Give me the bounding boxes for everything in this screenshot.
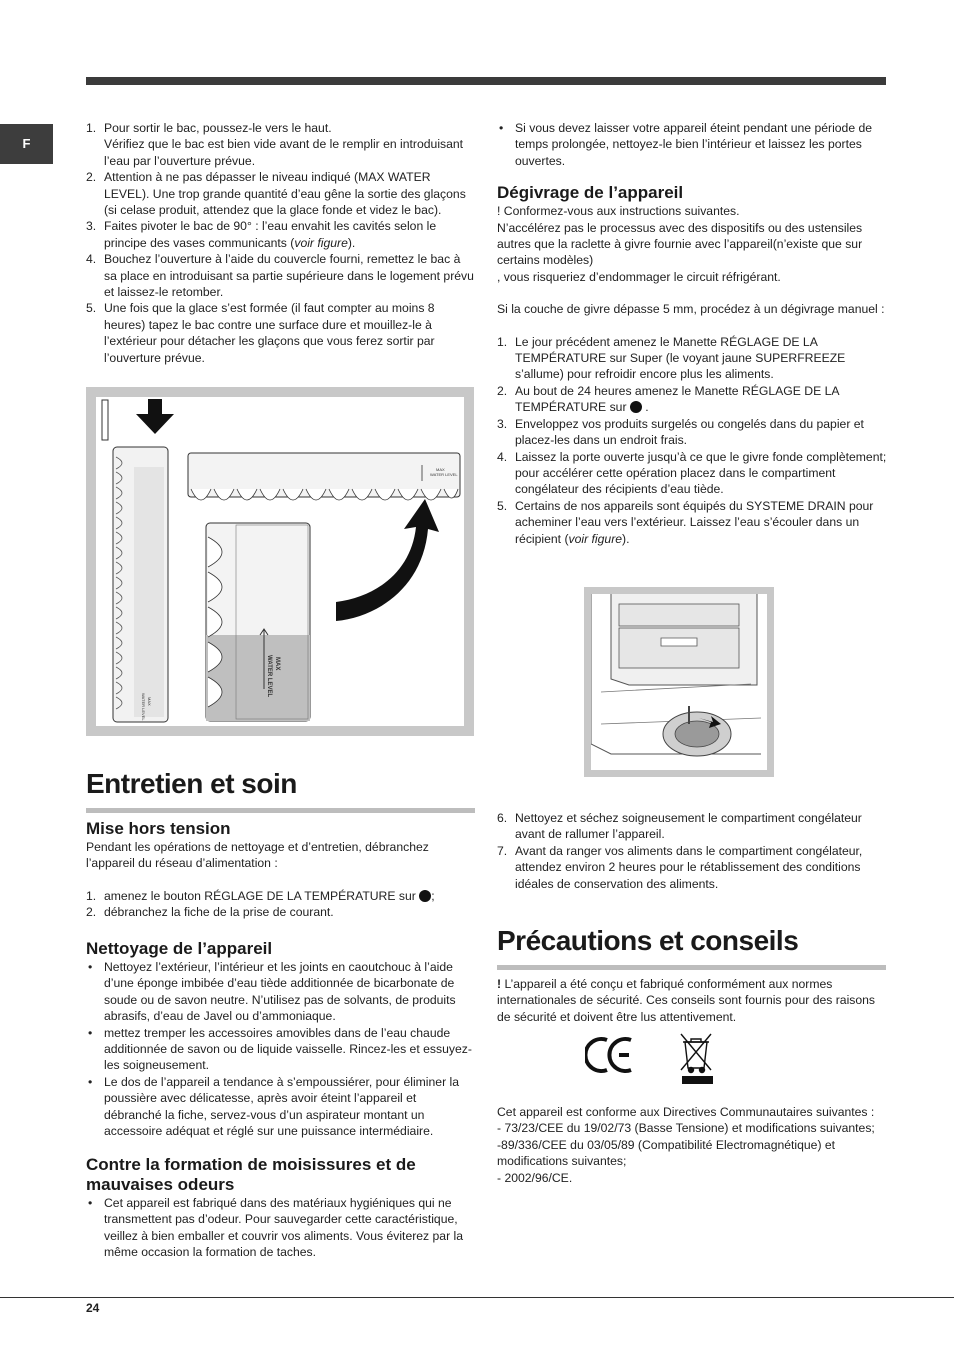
drain-figure (584, 587, 774, 777)
item-text: amenez le bouton RÉGLAGE DE LA TEMPÉRATURE sur (104, 888, 416, 903)
list-item (497, 810, 887, 843)
drain-illustration (591, 594, 767, 770)
list-item (86, 169, 474, 218)
item-text: Le jour précédent amenez le Manette RÉGLAGE DE LA TEMPÉRATURE sur Super (le voyant jaune SUPERFREEZE s’allume) pour refroidir encore plus les aliments. (515, 334, 846, 382)
item-number: 5. (497, 498, 508, 513)
paragraph: Cet appareil est conforme aux Directives Communautaires suivantes : - 73/23/CEE du 19/02/73 (Basse Tensione) et modifications suivantes; -89/336/CEE du 03/05/89 (Compatibilité Electromagnétique) et modifications suivantes; - 2002/96/CE. (497, 1105, 875, 1185)
list-item (497, 416, 887, 449)
max-label: MAX (147, 697, 152, 706)
ice-tray-illustration (96, 397, 464, 726)
list-item: • Nettoyez l’extérieur, l’intérieur et les joints en caoutchouc à l’aide d’une éponge imbibée d’eau tiède additionnée de bicarbonate de soude ou de savon neutre. N’utilisez pas de solvants, de produits abrasifs, d’eau de Javel ou d’ammoniaque. (86, 959, 474, 1025)
directives-section (497, 1104, 887, 1186)
long-off-list (497, 120, 887, 169)
defrost-steps-continued (497, 810, 887, 892)
list-item (86, 218, 474, 251)
dial-off-icon (419, 890, 431, 902)
paragraph: Si la couche de givre dépasse 5 mm, procédez à un dégivrage manuel : (497, 302, 885, 317)
max-label: MAX (436, 467, 445, 472)
item-number: 2. (86, 170, 97, 185)
section-title: Précautions et conseils (497, 925, 799, 956)
paragraph: ! Conformez-vous aux instructions suivantes. N’accélérez pas le processus avec des dispositifs ou des ustensiles autres que la raclette à givre fournie avec l’appareil(n’existe que sur certains modèles) , vous risqueriez d’endommager le circuit réfrigérant. (497, 204, 863, 284)
item-number: 6. (497, 811, 508, 825)
mould-list (86, 1195, 474, 1261)
item-number: 1. (86, 121, 97, 135)
list-item (497, 843, 887, 892)
defrost-steps (497, 334, 887, 547)
list-item (497, 383, 887, 416)
item-number: 1. (86, 888, 97, 903)
warning-mark: ! (497, 977, 502, 991)
item-text-italic: voir figure (294, 235, 348, 250)
subsection-title: Mise hors tension (86, 819, 231, 838)
ce-mark-icon (585, 1039, 631, 1071)
compliance-logos (585, 1032, 715, 1087)
item-number: 3. (86, 219, 97, 234)
power-off-section (86, 819, 474, 921)
rotate-arrow-icon (336, 499, 439, 621)
item-number: 2. (86, 905, 97, 920)
item-text-italic: voir figure (568, 531, 623, 546)
arrow-down-icon (136, 399, 174, 434)
precautions-body (497, 976, 887, 1025)
item-text: Certains de nos appareils sont équipés du SYSTEME DRAIN pour acheminer l’eau vers l’extérieur. Laissez l’eau s’écouler dans un récipient ( (515, 498, 874, 546)
item-number: 4. (497, 449, 508, 464)
list-item: • Si vous devez laisser votre appareil éteint pendant une période de temps prolongée, nettoyez-le bien l’intérieur et laissez les portes ouvertes. (497, 120, 887, 169)
left-column (86, 120, 474, 366)
dial-off-icon (630, 401, 642, 413)
item-number: 3. (497, 416, 508, 431)
subsection-title: Contre la formation de moisissures et de mauvaises odeurs (86, 1155, 416, 1194)
water-level-label: WATER LEVEL (141, 693, 146, 721)
list-item (497, 334, 887, 383)
item-number: 5. (86, 301, 97, 316)
max-label: MAX (274, 657, 280, 671)
cleaning-list (86, 959, 474, 1139)
precautions-section (497, 925, 886, 970)
right-column (497, 120, 887, 547)
title-underline (497, 965, 886, 970)
list-item (86, 251, 474, 300)
item-text: débranchez la fiche de la prise de courant. (104, 905, 334, 920)
item-text: Laissez la porte ouverte jusqu’à ce que le givre fonde complètement; pour accélérer cette opération placez dans le compartiment congélateur des récipients d’eau tiède. (515, 449, 887, 497)
item-number: 2. (497, 383, 508, 398)
language-tab-label: F (22, 135, 31, 151)
item-number: 4. (86, 252, 97, 267)
paragraph: Pendant les opérations de nettoyage et d’entretien, débranchez l’appareil du réseau d’alimentation : (86, 840, 429, 871)
section-title: Entretien et soin (86, 768, 297, 799)
list-item: • mettez tremper les accessoires amovibles dans de l’eau chaude additionnée de savon ou de liquide vaisselle. Rincez-les et essuyez-les soigneusement. (86, 1025, 474, 1074)
top-rule (86, 77, 886, 85)
water-level-label: WATER LEVEL (266, 655, 272, 698)
footer-rule (0, 1297, 954, 1298)
maintenance-section (86, 768, 475, 813)
item-text: Bouchez l’ouverture à l’aide du couvercle fourni, remettez le bac à sa place en introduisant sa partie supérieure dans le logement prévu et laissez-le retomber. (104, 252, 474, 300)
weee-bin-icon (681, 1034, 713, 1084)
item-text: Faites pivoter le bac de 90° : l’eau envahit les cavités selon le principe des vases communicants ( (104, 219, 437, 250)
item-text: . (645, 400, 649, 415)
paragraph (497, 976, 887, 1025)
item-text: Une fois que la glace s’est formée (il faut compter au moins 8 heures) tapez le bac contre une surface dure et mouillez-le à l’extérieur pour détacher les glaçons que vous ferez sortir par l’ouverture prévue. (104, 301, 435, 365)
item-text: ). (622, 531, 630, 546)
logos-illustration (585, 1032, 715, 1087)
page-number: 24 (86, 1301, 100, 1315)
list-item (497, 449, 887, 498)
item-text: ; (431, 888, 435, 903)
list-item (497, 498, 887, 547)
ice-steps-list (86, 120, 474, 366)
subsection-title: Nettoyage de l’appareil (86, 939, 273, 958)
list-item (86, 904, 474, 920)
title-underline (86, 808, 475, 813)
item-text: Enveloppez vos produits surgelés ou congelés dans du papier et placez-les dans un endroit frais. (515, 416, 864, 448)
list-item: • Cet appareil est fabriqué dans des matériaux hygiéniques qui ne transmettent pas d’odeur. Pour sauvegarder cette caractéristique, veillez à bien emballer et couvrir vos aliments. Vous éviterez par la même occasion la formation de taches. (86, 1195, 474, 1261)
list-item (86, 888, 474, 904)
mould-section (86, 1155, 474, 1261)
item-text: ). (347, 235, 356, 250)
list-item (86, 120, 474, 169)
item-text: Avant da ranger vos aliments dans le compartiment congélateur, attendez environ 2 heures pour le rétablissement des conditions idéales de conservation des aliments. (515, 843, 863, 891)
language-tab (0, 124, 53, 164)
item-text: Au bout de 24 heures amenez le Manette RÉGLAGE DE LA TEMPÉRATURE sur (515, 383, 839, 415)
power-off-steps (86, 888, 474, 921)
ice-tray-figure (86, 387, 474, 736)
item-number: 7. (497, 843, 508, 858)
item-text: Attention à ne pas dépasser le niveau indiqué (MAX WATER LEVEL). Une trop grande quantité d’eau gêne la sortie des glaçons (si celase produit, attendez que la glace fonde et videz le bac). (104, 170, 466, 218)
item-text: Nettoyez et séchez soigneusement le compartiment congélateur avant de rallumer l’appareil. (515, 811, 862, 842)
paragraph-text: L’appareil a été conçu et fabriqué conformément aux normes internationales de sécurité. Ces conseils sont fournis pour des raisons de sécurité et doivent être lus attentivement. (497, 977, 876, 1024)
defrost-continued (497, 810, 887, 892)
subsection-title: Dégivrage de l’appareil (497, 183, 684, 203)
item-number: 1. (497, 334, 508, 349)
list-item (86, 300, 474, 366)
list-item: • Le dos de l’appareil a tendance à s’empoussiérer, pour éliminer la poussière avec délicatesse, après avoir éteint l’appareil et débranché la fiche, servez-vous d’un aspirateur montant un accessoire adéquat et réglé sur une puissance intermédiaire. (86, 1074, 474, 1140)
water-level-label: WATER LEVEL (430, 472, 458, 477)
cleaning-section (86, 939, 474, 1139)
item-text: Pour sortir le bac, poussez-le vers le haut. Vérifiez que le bac est bien vide avant de le remplir en introduisant l’eau par l’ouverture prévue. (104, 121, 464, 168)
